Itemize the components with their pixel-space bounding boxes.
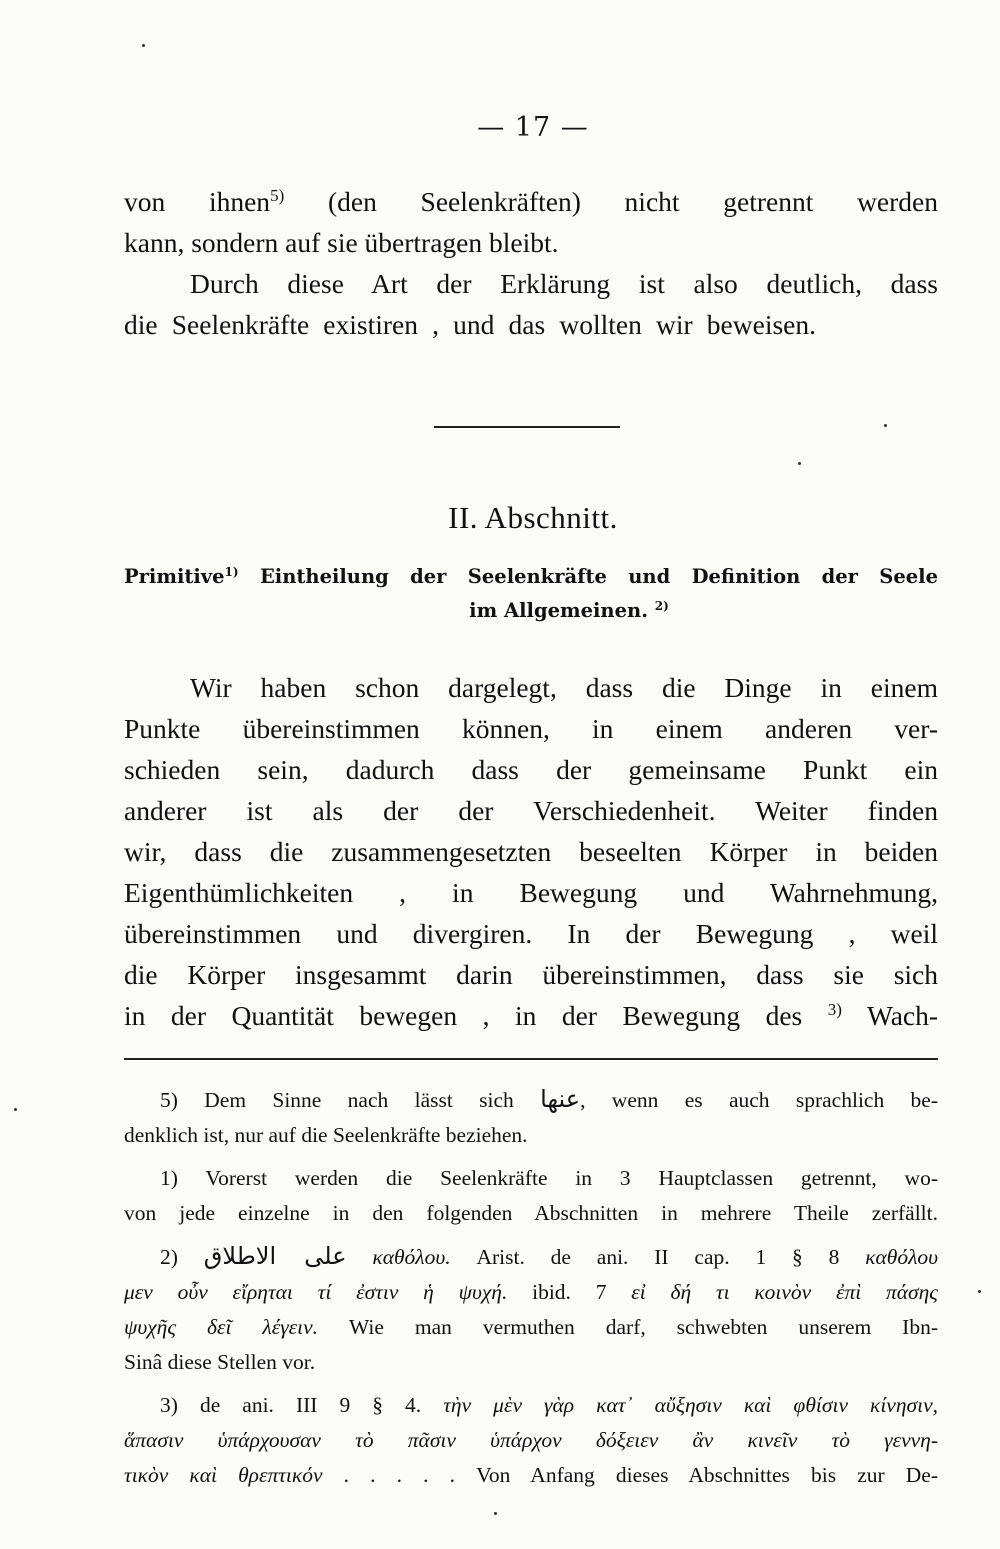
text-line: die Seelenkräfte existiren , und das wollten wir beweisen.	[124, 309, 816, 340]
scan-speck	[14, 1108, 17, 1111]
footnote-ref: 3)	[827, 1000, 842, 1019]
text-line: von ihnen$^{5)}$ (den Seelenkräften) nicht getrennt werden	[124, 186, 938, 217]
arabic-word: عنها	[540, 1085, 581, 1113]
scan-speck	[884, 424, 887, 427]
footnote-2: 2) على الاطلاق καθόλου. Arist. de ani. II cap. 1 § 8 καθόλου μεν οὖν εἴρηται τί ἐστιν ἡ ψυχή. ibid. 7 εἰ δή τι κοινὸν ἐπὶ πάσης ψυχῆς δεῖ λέγειν. Wie man vermuthen darf, schwebten unserem Ibn- Sinâ diese Stellen vor.	[124, 1242, 939, 1374]
scan-speck	[798, 462, 801, 465]
footnote-ref: 5)	[270, 186, 285, 205]
footnotes	[124, 1082, 938, 1501]
text-line: in der Quantität bewegen , in der Bewegung des $^{3)}$ Wach-	[124, 1000, 939, 1031]
footnote-rule	[124, 1058, 938, 1060]
text-line: Punkte übereinstimmen können, in einem anderen ver-	[124, 713, 938, 744]
text-line: Wir haben schon dargelegt, dass die Dinge in einem	[190, 672, 938, 703]
footnote-5: 5) Dem Sinne nach lässt sich عنها, wenn es auch sprachlich be- denklich ist, nur auf die Seelenkräfte beziehen.	[124, 1085, 938, 1147]
section-subtitle: Primitive$^{1)}$ Eintheilung der Seelenkräfte und Definition der Seele im Allgemeinen. $^{2)}$	[124, 565, 938, 622]
footnote-1: 1) Vorerst werden die Seelenkräfte in 3 Hauptclassen getrennt, wo- von jede einzelne in den folgenden Abschnitten in mehrere Theile zerfällt.	[124, 1166, 938, 1225]
footnote-3: 3) de ani. III 9 § 4. τὴν μὲν γὰρ κατ᾽ αὔξησιν καὶ φθίσιν κίνησιν, ἅπασιν ὑπάρχουσαν τὸ πᾶσιν ὑπάρχον δόξειεν ἂν κινεῖν τὸ γεννη- τικὸν καὶ θρεπτικόν . . . . . Von Anfang dieses Abschnittes bis zur De-	[124, 1393, 939, 1487]
text-line: Durch diese Art der Erklärung ist also deutlich, dass	[190, 268, 938, 299]
section-divider	[434, 426, 620, 428]
text-line: wir, dass die zusammengesetzten beseelten Körper in beiden	[124, 836, 938, 867]
text-line: schieden sein, dadurch dass der gemeinsame Punkt ein	[124, 754, 938, 785]
arabic-phrase: على الاطلاق	[203, 1242, 347, 1270]
scan-speck	[978, 1290, 981, 1293]
scan-speck	[142, 44, 145, 47]
text-line: Eigenthümlichkeiten , in Bewegung und Wahrnehmung,	[124, 877, 938, 908]
text-line: anderer ist als der der Verschiedenheit. Weiter finden	[124, 795, 938, 826]
section-title: II. Abschnitt.	[448, 500, 618, 535]
page-number: — 17 —	[477, 112, 589, 143]
main-paragraph	[124, 667, 938, 1036]
text-line: die Körper insgesammt darin übereinstimmen, dass sie sich	[124, 959, 938, 990]
scan-speck	[494, 1512, 497, 1515]
continuation-text	[124, 181, 938, 345]
text-line: kann, sondern auf sie übertragen bleibt.	[124, 227, 559, 258]
text-line: übereinstimmen und divergiren. In der Bewegung , weil	[124, 918, 938, 949]
